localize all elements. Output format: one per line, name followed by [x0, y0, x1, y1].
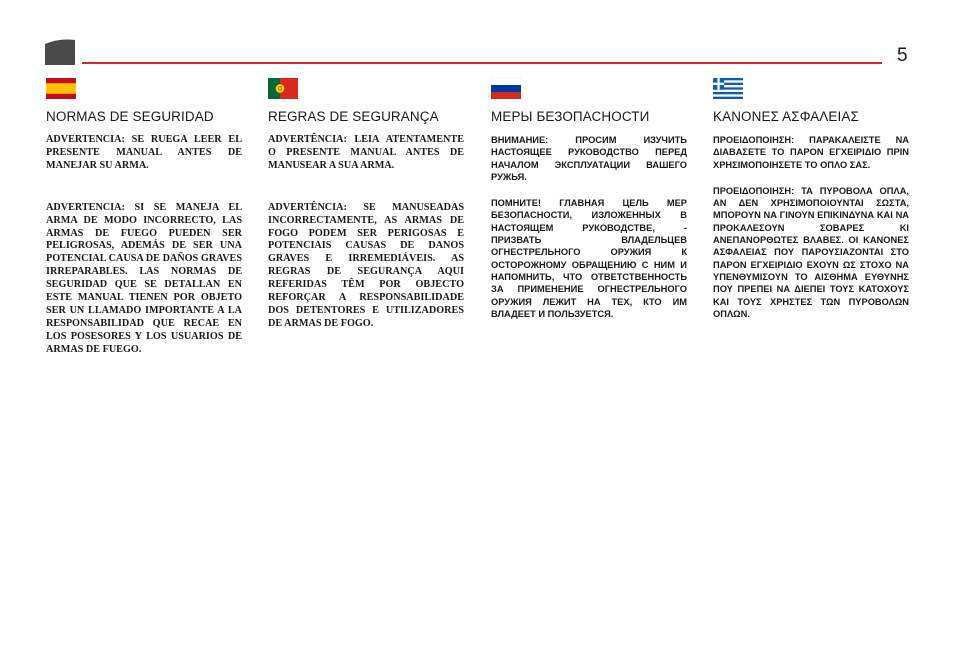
section-russian	[491, 78, 687, 320]
warning-paragraph: ΠΡΟΕΙΔΟΠΟΙΗΣΗ: ΤΑ ΠΥΡΟΒΟΛΑ ΟΠΛΑ, ΑΝ ΔΕΝ ΧΡΗΣΙΜΟΠΟΙΟΥΝΤΑΙ ΣΩΣΤΑ, ΜΠΟΡΟΥΝ ΝΑ ΓΙΝΟΥΝ ΕΠΙΚΙΝΔΥΝΑ ΚΑΙ ΝΑ ΠΡΟΚΑΛΕΣΟΥΝ ΣΟΒΑΡΕΣ ΚΙ ΑΝΕΠΑΝΟΡΘΩΤΕΣ ΒΛΑΒΕΣ. ΟΙ ΚΑΝΟΝΕΣ ΑΣΦΑΛΕΙΑΣ ΠΟΥ ΠΑΡΟΥΣΙΑΖΟΝΤΑΙ ΣΤΟ ΠΑΡΟΝ ΕΓΧΕΙΡΙΔΙΟ ΕΧΟΥΝ ΩΣ ΣΤΟΧΟ ΝΑ ΥΠΕΝΘΥΜΙΣΟΥΝ ΤΟ ΑΙΣΘΗΜΑ ΕΥΘΥΝΗΣ ΠΟΥ ΠΡΕΠΕΙ ΝΑ ΔΙΕΠΕΙ ΤΟΥΣ ΚΑΤΟΧΟΥΣ ΚΑΙ ΤΟΥΣ ΧΡΗΣΤΕΣ ΤΩΝ ΠΥΡΟΒΟΛΩΝ ΟΠΛΩΝ.	[713, 185, 909, 319]
spain-flag-icon	[46, 78, 76, 99]
section-heading: REGRAS DE SEGURANÇA	[268, 109, 439, 124]
section-portuguese	[268, 78, 464, 331]
warning-paragraph: ADVERTÊNCIA: SE MANUSEADAS INCORRECTAMENTE, AS ARMAS DE FOGO PODEM SER PERIGOSAS E POTENCIAIS CAUSAS DE DANOS GRAVES E IRREMEDIÁVEIS. AS REGRAS DE SEGURANÇA AQUI REFERIDAS TÊM POR OBJECTO REFORÇAR A RESPONSABILIDADE DOS DETENTORES E UTILIZADORES DE ARMAS DE FOGO.	[268, 201, 464, 329]
page-number: 5	[897, 45, 908, 66]
greece-flag-icon	[713, 78, 743, 99]
section-heading: МЕРЫ БЕЗОПАСНОСТИ	[491, 109, 650, 124]
warning-paragraph: ПОМНИТЕ! ГЛАВНАЯ ЦЕЛЬ МЕР БЕЗОПАСНОСТИ, ИЗЛОЖЕННЫХ В НАСТОЯЩЕМ РУКОВОДСТВЕ, - ПРИЗВАТЬ ВЛАДЕЛЬЦЕВ ОГНЕСТРЕЛЬНОГО ОРУЖИЯ К ОСТОРОЖНОМУ ОБРАЩЕНИЮ С НИМ И НАПОМНИТЬ, ЧТО ОТВЕТСТВЕННОСТЬ ЗА ПРИМЕНЕНИЕ ОГНЕСТРЕЛЬНОГО ОРУЖИЯ ЛЕЖИТ НА ТЕХ, КТО ИМ ВЛАДЕЕТ И ПОЛЬЗУЕТСЯ.	[491, 198, 687, 319]
russia-flag-icon	[491, 78, 521, 99]
brand-logo-icon	[45, 38, 75, 65]
portugal-flag-icon	[268, 78, 298, 99]
section-heading: NORMAS DE SEGURIDAD	[46, 109, 214, 124]
warning-paragraph: ΠΡΟΕΙΔΟΠΟΙΗΣΗ: ΠΑΡΑΚΑΛΕΙΣΤΕ ΝΑ ΔΙΑΒΑΣΕΤΕ ΤΟ ΠΑΡΟΝ ΕΓΧΕΙΡΙΔΙΟ ΠΡΙΝ ΧΡΗΣΙΜΟΠΟΙΗΣΕΤΕ ΤΟ ΟΠΛΟ ΣΑΣ.	[713, 135, 909, 170]
warning-paragraph: ВНИМАНИЕ: ПРОСИМ ИЗУЧИТЬ НАСТОЯЩЕЕ РУКОВОДСТВО ПЕРЕД НАЧАЛОМ ЭКСПЛУАТАЦИИ ВАШЕГО РУЖЬЯ.	[491, 135, 687, 182]
warning-paragraph: ADVERTENCIA: SI SE MANEJA EL ARMA DE MODO INCORRECTO, LAS ARMAS DE FUEGO PUEDEN SER PELIGROSAS, ADEMÁS DE SER UNA POTENCIAL CAUSA DE DAÑOS GRAVES IRREPARABLES. LAS NORMAS DE SEGURIDAD QUE SE DETALLAN EN ESTE MANUAL TIENEN POR OBJETO SER UN LLAMADO IMPORTANTE A LA RESPONSABILIDAD QUE RECAE EN LOS POSESORES Y LOS USUARIOS DE ARMAS DE FUEGO.	[46, 201, 242, 355]
section-spanish	[46, 78, 242, 357]
section-heading: ΚΑΝΟΝΕΣ ΑΣΦΑΛΕΙΑΣ	[713, 109, 859, 124]
header-rule	[82, 62, 882, 64]
section-greek	[713, 78, 909, 320]
warning-paragraph: ADVERTENCIA: SE RUEGA LEER EL PRESENTE MANUAL ANTES DE MANEJAR SU ARMA.	[46, 134, 242, 171]
warning-paragraph: ADVERTÊNCIA: LEIA ATENTAMENTE O PRESENTE MANUAL ANTES DE MANUSEAR A SUA ARMA.	[268, 134, 464, 171]
